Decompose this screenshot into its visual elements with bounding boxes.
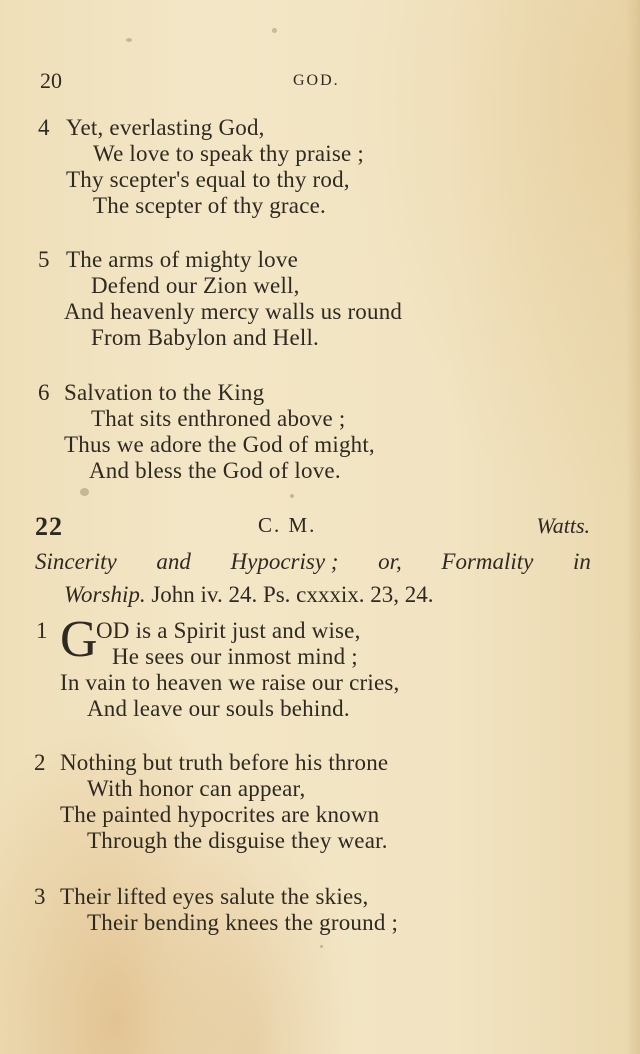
verse-line: Thy scepter's equal to thy rod, xyxy=(66,167,350,192)
verse-line: And heavenly mercy walls us round xyxy=(64,299,403,324)
stanza-number: 2 xyxy=(34,750,46,775)
verse-line: Thus we adore the God of might, xyxy=(64,432,375,457)
stanza-number: 4 xyxy=(38,115,50,140)
hymn-subject xyxy=(35,549,591,575)
hymn-author: Watts. xyxy=(536,513,590,538)
verse-line: And leave our souls behind. xyxy=(87,696,350,721)
subject-word: Sincerity xyxy=(35,549,117,574)
foxing-spot xyxy=(290,494,294,498)
hymn-number: 22 xyxy=(35,512,63,541)
stanza-number: 1 xyxy=(36,618,48,643)
verse-line: In vain to heaven we raise our cries, xyxy=(60,670,400,695)
stanza-number: 6 xyxy=(38,380,50,405)
foxing-spot xyxy=(320,945,323,948)
stanza-number: 5 xyxy=(38,247,50,272)
verse-line: Nothing but truth before his throne xyxy=(60,750,389,775)
foxing-spot xyxy=(80,488,89,496)
running-title: GOD. xyxy=(293,72,340,89)
subject-word: in xyxy=(573,549,591,574)
subject-word: and xyxy=(156,549,191,574)
verse-line: He sees our inmost mind ; xyxy=(112,644,358,669)
verse-line: With honor can appear, xyxy=(87,776,306,801)
verse-line: That sits enthroned above ; xyxy=(91,406,346,431)
hymn-subject-references xyxy=(64,582,434,608)
foxing-spot xyxy=(126,38,132,42)
verse-line: Their bending knees the ground ; xyxy=(87,910,399,935)
stanza-number: 3 xyxy=(34,884,46,909)
foxing-spot xyxy=(272,28,277,33)
verse-line: From Babylon and Hell. xyxy=(91,325,319,350)
subject-word: Formality xyxy=(441,549,534,574)
verse-line: Defend our Zion well, xyxy=(91,273,300,298)
verse-line: OD is a Spirit just and wise, xyxy=(96,618,361,643)
page-edge-shadow xyxy=(626,0,640,1054)
verse-line: The arms of mighty love xyxy=(66,247,298,272)
verse-line: Salvation to the King xyxy=(64,380,265,405)
subject-word: or, xyxy=(378,549,402,574)
verse-line: Their lifted eyes salute the skies, xyxy=(60,884,369,909)
verse-line: Through the disguise they wear. xyxy=(87,828,388,853)
hymn-meter: C. M. xyxy=(258,513,317,537)
subject-word: Worship. xyxy=(64,582,146,607)
verse-line: Yet, everlasting God, xyxy=(66,115,265,140)
scripture-references: John iv. 24. Ps. cxxxix. 23, 24. xyxy=(151,582,434,607)
page-number: 20 xyxy=(40,68,62,93)
verse-line: The painted hypocrites are known xyxy=(60,802,380,827)
drop-cap: G xyxy=(60,611,98,668)
verse-line: We love to speak thy praise ; xyxy=(93,141,364,166)
verse-line: And bless the God of love. xyxy=(89,458,341,483)
subject-word: Hypocrisy ; xyxy=(230,549,339,574)
verse-line: The scepter of thy grace. xyxy=(93,193,326,218)
